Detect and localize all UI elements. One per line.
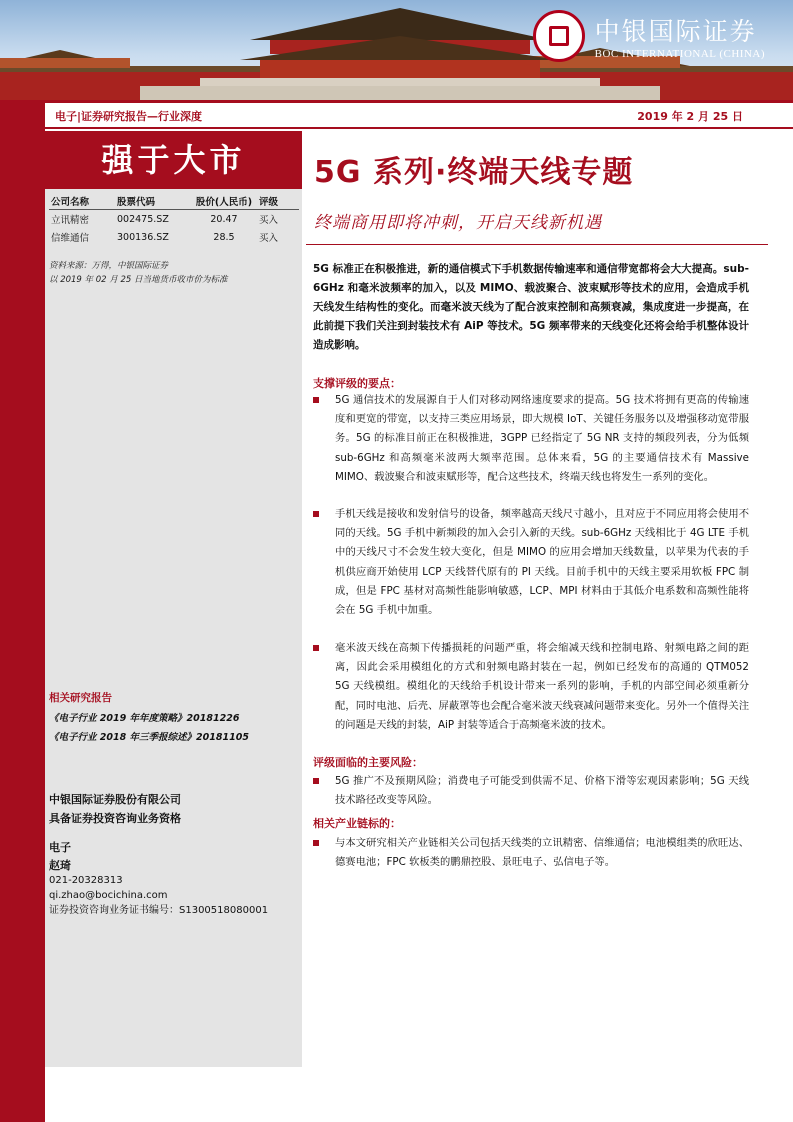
related-reports-title: 相关研究报告: [49, 692, 112, 704]
bullet-text: 手机天线是接收和发射信号的设备，频率越高天线尺寸越小，且对应于不同应用将会使用不同的天线。5G 手机中新频段的加入会引入新的天线。sub-6GHz 天线相比于 4G LTE 手机中的天线尺寸不会发生较大变化，但是 MIMO 的应用会增加天线数量，以苹果为代表的手机供应商开始使用 LCP 天线替代原有的 PI 天线。目前手机中的天线主要采用软板 FPC 制成，但是 FPC 基材对高频性能影响敏感，LCP、MPI 材料由于其低介电系数和高频性能将会在 5G 手机中加重。: [335, 508, 749, 617]
table-cell: 002475.SZ: [117, 213, 169, 225]
stock-table: [49, 193, 299, 246]
analyst-phone: 021-20328313: [49, 875, 123, 886]
table-header-row: [49, 193, 299, 210]
logo[interactable]: [533, 10, 765, 62]
bullet-text: 5G 推广不及预期风险；消费电子可能受到供需不足、价格下滑等宏观因素影响；5G 天线技术路径改变等风险。: [335, 775, 749, 807]
bullet-square-icon: [313, 840, 319, 846]
bullet-text: 5G 通信技术的发展源自于人们对移动网络速度要求的提高。5G 技术将拥有更高的传输速度和更宽的带宽，以支持三类应用场景，即大规模 IoT、关键任务服务以及增强移动宽带服务。5G 的标准目前正在积极推进，3GPP 已经指定了 5G NR 支持的频段列表，分为低频 sub-6GHz 和高频毫米波两大频率范围。总体来看，5G 的主要通信技术有 Massive MIMO、载波聚合和波束赋形等，配合这些技术，终端天线也将发生一系列的变化。: [335, 394, 749, 483]
analyst-certificate: 证券投资咨询业务证书编号：S1300518080001: [49, 905, 269, 916]
page-title: 5G 系列·终端天线专题: [314, 155, 634, 190]
list-item: [313, 505, 749, 620]
page-subtitle: 终端商用即将冲刺，开启天线新机遇: [314, 213, 602, 233]
bullet-text: 毫米波天线在高频下传播损耗的问题严重，将会缩减天线和控制电路、射频电路之间的距离，因此会采用模组化的方式和射频电路封装在一起，例如已经发布的高通的 QTM052 5G 天线模组。模组化的天线给手机设计带来一系列的影响，手机的内部空间必须重新分配，同时电池、后壳、屏蔽罩等也会配合毫米波天线衰减问题带来变化。另外一个值得关注的问题是天线的封装，AiP 封装等适合于高频毫米波的技术。: [335, 642, 749, 731]
bullet-square-icon: [313, 778, 319, 784]
analyst-info: [49, 840, 268, 918]
bullet-text: 与本文研究相关产业链相关公司包括天线类的立讯精密、信维通信；电池模组类的欣旺达、德赛电池；FPC 软板类的鹏鼎控股、景旺电子、弘信电子等。: [335, 837, 749, 869]
list-item: [313, 639, 749, 735]
bullet-square-icon: [313, 511, 319, 517]
report-date: 2019 年 2 月 25 日: [637, 110, 743, 123]
chain-section-title: 相关产业链标的：: [313, 817, 401, 830]
list-item: [313, 391, 749, 487]
report-type: 电子|证券研究报告—行业深度: [55, 110, 203, 123]
source-line: 以 2019 年 02 月 25 日当地货币收市价为标准: [49, 275, 228, 285]
header-banner: [0, 0, 793, 100]
bullet-square-icon: [313, 645, 319, 651]
table-cell: 300136.SZ: [117, 231, 169, 243]
related-report-link[interactable]: 《电子行业 2019 年年度策略》20181226: [49, 713, 240, 724]
analyst-name: 赵琦: [49, 859, 71, 872]
table-header-cell: 股价(人民币): [195, 197, 253, 208]
title-divider: [306, 244, 768, 245]
table-header-cell: 评级: [259, 197, 279, 208]
table-cell: 买入: [259, 233, 279, 244]
table-cell: 20.47: [210, 213, 238, 225]
table-row: [49, 228, 299, 246]
table-cell: 28.5: [213, 231, 235, 243]
table-cell: 立讯精密: [51, 215, 90, 226]
table-header-cell: 股票代码: [117, 197, 156, 208]
company-name: 中银国际证券股份有限公司: [49, 793, 181, 806]
risk-section-title: 评级面临的主要风险：: [313, 756, 423, 769]
support-section-title: 支撑评级的要点：: [313, 377, 401, 390]
abstract: 5G 标准正在积极推进，新的通信模式下手机数据传输速率和通信带宽都将会大大提高。sub-6GHz 和毫米波频率的加入，以及 MIMO、载波聚合、波束赋形等技术的应用，会造成手机天线发生结构性的变化。而毫米波天线为了配合波束控制和高频衰减，集成度进一步提高，在此前提下我们关注到封装技术有 AiP 等技术。5G 频率带来的天线变化还将会给手机整体设计造成影响。: [313, 263, 749, 351]
source-line: 资料来源：万得，中银国际证券: [49, 261, 169, 271]
logo-text-en: BOC INTERNATIONAL (CHINA): [594, 48, 765, 60]
analyst-email[interactable]: qi.zhao@bocichina.com: [49, 890, 168, 901]
logo-text-cn: 中银国际证券: [594, 17, 757, 46]
analyst-sector: 电子: [49, 841, 71, 854]
list-item: [313, 772, 749, 810]
bullet-square-icon: [313, 397, 319, 403]
table-cell: 买入: [259, 215, 279, 226]
table-source: [49, 259, 227, 287]
rating-box: 强于大市: [45, 131, 302, 189]
boc-logo-icon: [533, 10, 585, 62]
company-qualification: 具备证券投资咨询业务资格: [49, 812, 181, 825]
table-cell: 信维通信: [51, 233, 90, 244]
related-reports-list: [49, 709, 249, 747]
left-red-bar: [0, 100, 45, 1122]
list-item: [313, 834, 749, 872]
table-header-cell: 公司名称: [51, 197, 90, 208]
company-info: [49, 790, 181, 828]
table-row: [49, 210, 299, 229]
report-header: [45, 103, 793, 129]
related-report-link[interactable]: 《电子行业 2018 年三季报综述》20181105: [49, 732, 249, 743]
